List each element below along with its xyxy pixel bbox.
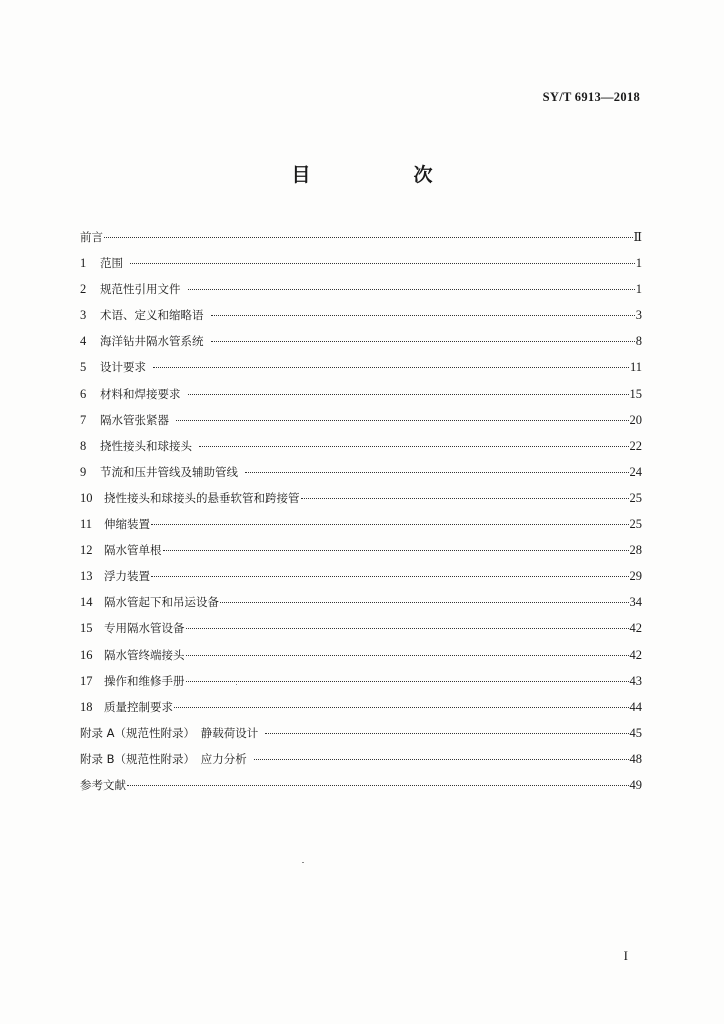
toc-leader-dots <box>186 628 629 629</box>
toc-entry-page: 45 <box>629 725 642 740</box>
toc-entry-page: 3 <box>635 308 642 323</box>
toc-leader-dots <box>188 394 629 395</box>
toc-entry-title: 附录 A（规范性附录） 静载荷设计 <box>80 725 259 740</box>
toc-entry-title: 海洋钻井隔水管系统 <box>100 334 204 349</box>
toc-entry-7[interactable] <box>80 411 642 437</box>
toc-entry-number: 7 <box>80 412 87 427</box>
toc-entry-10[interactable] <box>80 489 642 515</box>
toc-entry-number: 9 <box>80 464 87 479</box>
toc-leader-dots <box>186 655 629 656</box>
toc-leader-dots <box>188 289 635 290</box>
page-title: 目 次 <box>291 164 475 186</box>
toc-leader-dots <box>211 315 635 316</box>
toc-leader-dots <box>153 367 629 368</box>
toc-entry-4[interactable] <box>80 332 642 358</box>
toc-entry-title: 设计要求 <box>100 360 146 375</box>
toc-leader-dots <box>104 237 633 238</box>
toc-entry-page: 44 <box>629 699 642 714</box>
toc-entry-number: 17 <box>80 673 93 688</box>
toc-leader-dots <box>130 263 635 264</box>
toc-entry-page: 42 <box>629 647 642 662</box>
toc-entry-title: 参考文献 <box>80 777 126 792</box>
toc-entry-14[interactable] <box>80 593 642 619</box>
toc-entry-number: 5 <box>80 360 87 375</box>
toc-entry-page: Ⅱ <box>633 230 642 244</box>
toc-entry-title: 挠性接头和球接头 <box>100 438 192 453</box>
toc-entry-number: 12 <box>80 543 93 558</box>
toc-entry-page: 1 <box>635 282 642 297</box>
toc-entry-page: 34 <box>629 595 642 610</box>
toc-leader-dots <box>220 602 629 603</box>
toc-leader-dots <box>199 446 629 447</box>
toc-entry-15[interactable] <box>80 619 642 645</box>
toc-entry-page: 8 <box>635 334 642 349</box>
toc-entry-17[interactable] <box>80 672 642 698</box>
toc-entry-page: 49 <box>629 777 642 792</box>
toc-entry-9[interactable] <box>80 463 642 489</box>
toc-entry-11[interactable] <box>80 515 642 541</box>
toc-entry-page: 25 <box>629 490 642 505</box>
toc-entry-title: 隔水管终端接头 <box>104 647 185 662</box>
toc-entry-title: 隔水管张紧器 <box>100 412 169 427</box>
toc-entry-number: 11 <box>80 517 93 532</box>
toc-entry-number: 3 <box>80 308 87 323</box>
toc-entry-3[interactable] <box>80 306 642 332</box>
toc-entry-page: 25 <box>629 517 642 532</box>
toc-entry-number: 16 <box>80 647 93 662</box>
toc-entry-title: 节流和压井管线及辅助管线 <box>100 464 238 479</box>
toc-entry-page: 1 <box>635 256 642 271</box>
toc-entry-title: 术语、定义和缩略语 <box>100 308 204 323</box>
toc-entry-number: 4 <box>80 334 87 349</box>
toc-entry-title: 规范性引用文件 <box>100 282 181 297</box>
toc-entry-number: 14 <box>80 595 93 610</box>
toc-entry-number: 8 <box>80 438 87 453</box>
toc-leader-dots <box>254 759 629 760</box>
toc-entry-number: 10 <box>80 490 93 505</box>
toc-entry-title: 质量控制要求 <box>104 699 173 714</box>
toc-entry-title: 隔水管单根 <box>104 543 162 558</box>
toc-entry-number: 6 <box>80 386 87 401</box>
toc-entry-number: 1 <box>80 256 87 271</box>
toc-leader-dots <box>176 420 629 421</box>
toc-entry-title: 伸缩装置 <box>104 517 150 532</box>
toc-entry-page: 22 <box>629 438 642 453</box>
toc-entry-1[interactable] <box>80 254 642 280</box>
toc-leader-dots <box>174 707 629 708</box>
toc-leader-dots <box>127 785 629 786</box>
toc-entry-5[interactable] <box>80 358 642 384</box>
toc-entry-title: 浮力装置 <box>104 569 150 584</box>
toc-entry-title: 操作和维修手册 <box>104 673 185 688</box>
scan-speck <box>236 684 237 685</box>
toc-entry-appendix-b[interactable] <box>80 750 642 776</box>
toc-leader-dots <box>265 733 628 734</box>
toc-entry-page: 28 <box>629 543 642 558</box>
toc-entry-number: 2 <box>80 282 87 297</box>
toc-entry-6[interactable] <box>80 385 642 411</box>
toc-entry-number: 15 <box>80 621 93 636</box>
toc-entry-title: 范围 <box>100 256 123 271</box>
toc-entry-title: 专用隔水管设备 <box>104 621 185 636</box>
scan-speck <box>302 862 304 863</box>
toc-entry-title: 隔水管起下和吊运设备 <box>104 595 219 610</box>
toc-entry-preface[interactable] <box>80 228 642 254</box>
toc-leader-dots <box>211 341 635 342</box>
toc-entry-18[interactable] <box>80 698 642 724</box>
toc-entry-page: 20 <box>629 412 642 427</box>
toc-entry-13[interactable] <box>80 567 642 593</box>
toc-leader-dots <box>151 524 629 525</box>
toc-entry-appendix-a[interactable] <box>80 724 642 750</box>
toc-entry-12[interactable] <box>80 541 642 567</box>
toc-leader-dots <box>301 498 629 499</box>
toc-entry-number: 13 <box>80 569 93 584</box>
toc-entry-8[interactable] <box>80 437 642 463</box>
toc-entry-title: 挠性接头和球接头的悬垂软管和跨接管 <box>104 490 300 505</box>
toc-leader-dots <box>245 472 629 473</box>
toc-leader-dots <box>186 681 629 682</box>
toc-entry-references[interactable] <box>80 776 642 802</box>
toc-entry-2[interactable] <box>80 280 642 306</box>
toc-leader-dots <box>163 550 629 551</box>
toc-entry-title: 前言 <box>80 230 103 244</box>
toc-entry-title: 材料和焊接要求 <box>100 386 181 401</box>
toc-entry-page: 43 <box>629 673 642 688</box>
toc-entry-page: 29 <box>629 569 642 584</box>
page-number: I <box>623 948 628 963</box>
standard-code: SY/T 6913—2018 <box>542 90 640 104</box>
toc-entry-page: 24 <box>629 464 642 479</box>
toc-entry-page: 42 <box>629 621 642 636</box>
toc-entry-page: 11 <box>629 360 642 375</box>
toc-entry-title: 附录 B（规范性附录） 应力分析 <box>80 751 247 766</box>
toc-entry-number: 18 <box>80 699 93 714</box>
toc-entry-16[interactable] <box>80 646 642 672</box>
toc-entry-page: 15 <box>629 386 642 401</box>
toc-leader-dots <box>151 576 629 577</box>
toc-entry-page: 48 <box>629 751 642 766</box>
table-of-contents <box>80 228 642 802</box>
